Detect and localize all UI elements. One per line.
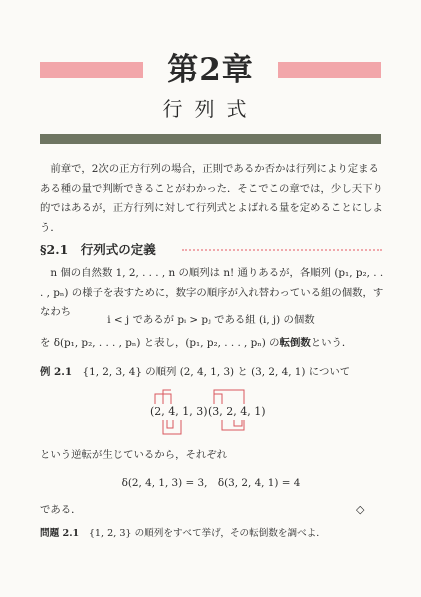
bracket-3-1	[214, 390, 244, 404]
tuple-right: (3, 2, 4, 1)	[208, 405, 266, 418]
section-row	[40, 238, 382, 260]
bracket-4-1	[163, 390, 171, 404]
term-inversion-number: 転倒数	[279, 337, 311, 349]
example-line	[40, 363, 385, 383]
chapter-title: 行列式	[162, 97, 259, 121]
intro-paragraph: 前章で，2次の正方行列の場合，正則であるか否かは行列により定まるある種の量で判断できることがわかった．そこでこの章では，少し天下り的ではあるが，正方行列に対して行列式とよばれる量を定めることにしよう．	[40, 163, 383, 234]
definition-condition: i < j であるが pᵢ > pⱼ である組 (i, j) の個数	[107, 314, 315, 326]
problem-line	[40, 524, 385, 544]
bracket-4-1	[234, 420, 242, 426]
problem-label: 問題 2.1	[40, 528, 80, 539]
example-end: である．	[40, 504, 82, 516]
definition-notation	[40, 334, 385, 354]
example-formula: δ(2, 4, 1, 3) = 3, δ(3, 2, 4, 1) = 4	[121, 477, 301, 489]
problem-text: {1, 2, 3} の順列をすべて挙げ，その転倒数を調べよ．	[88, 528, 326, 539]
notation-text-post: という．	[310, 337, 353, 349]
definition-paragraph: n 個の自然数 1, 2, . . . , n の順列は n! 通りあるが，各順列 (p₁, p₂, . . . , pₙ) の様子を表すために，数字の順序が入れ替わっている組の個数，すなわち	[40, 267, 384, 318]
chapter-divider	[40, 134, 381, 144]
section-heading: §2.1 行列式の定義	[40, 242, 156, 257]
example-after: という逆転が生じているから，それぞれ	[40, 449, 228, 461]
section-dotted-rule	[182, 249, 382, 251]
notation-text-pre: を δ(p₁, p₂, . . . , pₙ) と表し，(p₁, p₂, . . . , pₙ) の	[40, 337, 280, 349]
bracket-4-3	[163, 420, 181, 434]
tuple-left: (2, 4, 1, 3)	[150, 405, 208, 418]
bracket-4-1-low	[167, 420, 173, 428]
end-of-example-mark: ◇	[356, 503, 365, 516]
bracket-2-1	[222, 420, 244, 430]
example-label: 例 2.1	[40, 366, 73, 378]
chapter-heading: 第2章	[167, 52, 254, 88]
bracket-3-2	[214, 394, 222, 404]
example-text: {1, 2, 3, 4} の順列 (2, 4, 1, 3) と (3, 2, 4, 1) について	[82, 366, 351, 378]
